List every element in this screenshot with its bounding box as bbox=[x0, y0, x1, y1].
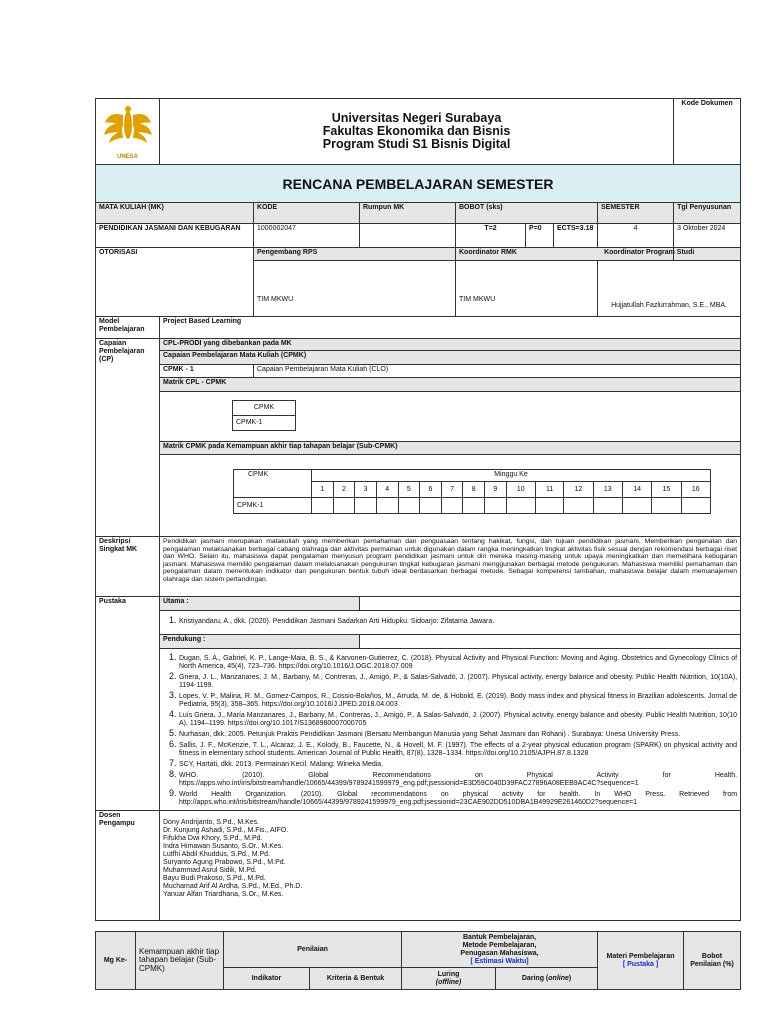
week-15: 15 bbox=[652, 482, 681, 498]
indikator-header: Indikator bbox=[224, 968, 310, 990]
koord-rmk-value: TIM MKWU bbox=[456, 261, 598, 317]
week-16: 16 bbox=[681, 482, 710, 498]
sub-cpmk-cell-10 bbox=[506, 498, 535, 514]
cpmk1-code: CPMK - 1 bbox=[160, 365, 254, 378]
deskripsi-text: Pendidikan jasmani merupakan matakuliah yang memberikan pemahaman dan penguasaan tentang hakikat, fungsi, dan tujuan pendidikan jasmani. Memberikan pengenalan dan pengalaman melaksanakan berbagai cabang olahraga dan aktivitas permainan untuk digunakan dalam rangka meningkatkan tingkat aktivitas fisik sesuai dengan rekomendasi berbagai riset dan WHO. Selain itu, mahasiswa dapat pengalaman menyusun program pendidikan jasmani untuk diri mereka masing-masing untuk upaya meningkatkan dan memelihara kebugaran jasmani. Mahasiswa memiliki pengalaman dalam melaksanakan pengukuran tingkat kebugaran jasmani menggunakan berbagai metode pengukuran. Mahasiswa memiliki pemahaman dan pengalaman dalam menentukan indikator dan pengukuran bentuk tubuh ideal berdasarkan berbagai metode. Sebagai kompetensi tambahan, mahasiswa belajar dalam memanajemen olahraga dan sistem pertandingan. bbox=[160, 537, 741, 597]
week-4: 4 bbox=[376, 482, 398, 498]
pendukung-list bbox=[163, 653, 737, 807]
reference-item: 1. Dugan, S. A., Gabriel, K. P., Lange-Maia, B. S., & Karvonen-Gutierrez, C. (2018). Physical Activity and Physical Function: Moving and Aging. Obstetrics and Gynecology Clinics of North America, 45(4), 723–736. https://doi.org/10.1016/J.OGC.2018.07.009 bbox=[179, 653, 737, 671]
schedule-header-table bbox=[95, 931, 741, 990]
pendukung-blank bbox=[360, 635, 741, 649]
sub-cpmk-cell-16 bbox=[681, 498, 710, 514]
pengembang-value: TIM MKWU bbox=[254, 261, 456, 317]
utama-label: Utama : bbox=[160, 597, 360, 611]
program-name: Program Studi S1 Bisnis Digital bbox=[322, 137, 511, 151]
document-title: RENCANA PEMBELAJARAN SEMESTER bbox=[96, 165, 741, 203]
dosen-name: Lutfhi Abdil Khuddus, S.Pd., M.Pd. bbox=[163, 851, 271, 858]
dosen-name: Suryanto Agung Prabowo, S.Pd., M.Pd. bbox=[163, 859, 286, 866]
cpmk-title: Capaian Pembelajaran Mata Kuliah (CPMK) bbox=[160, 351, 741, 365]
bantuk-line1: Bantuk Pembelajaran, bbox=[462, 933, 537, 941]
logo-text: UNESA bbox=[116, 154, 138, 160]
koord-prodi-label-text: Koordinator Program Studi bbox=[604, 249, 695, 256]
bobot-ects: ECTS=3.18 bbox=[554, 224, 598, 248]
sub-cpmk-row bbox=[234, 498, 711, 514]
materi-line1: Materi Pembelajaran bbox=[606, 952, 675, 960]
dosen-name: Dony Andrijanto, S.Pd., M.Kes. bbox=[163, 819, 260, 826]
daring-online: online bbox=[548, 974, 569, 982]
week-11: 11 bbox=[535, 482, 563, 498]
pustaka-label: Pustaka bbox=[96, 597, 160, 811]
sub-cpmk-cell bbox=[160, 455, 741, 537]
week-12: 12 bbox=[564, 482, 593, 498]
model-value: Project Based Learning bbox=[160, 317, 741, 339]
semester-label: SEMESTER bbox=[598, 203, 674, 224]
bantuk-header bbox=[402, 932, 598, 968]
daring-header bbox=[496, 968, 598, 990]
dosen-name: Dr. Kunjung Ashadi, S.Pd., M.Fis., AIFO. bbox=[163, 827, 289, 834]
reference-item: 5. Nurhasan, dkk. 2005. Petunjuk Praktis Pendidikan Jasmani (Bersatu Membangun Manusia yang Sehat Jasmani dan Rohani) . Surabaya: Unesa University Press. bbox=[179, 729, 737, 739]
bobot-header: Bobot Penilaian (%) bbox=[684, 932, 741, 990]
dosen-label: Dosen Pengampu bbox=[96, 811, 160, 921]
week-7: 7 bbox=[441, 482, 463, 498]
tgl-value: 3 Oktober 2024 bbox=[674, 224, 741, 248]
sub-cpmk-cell-9 bbox=[485, 498, 507, 514]
utama-blank bbox=[360, 597, 741, 611]
materi-header bbox=[598, 932, 684, 990]
sub-cpmk-cell-3 bbox=[355, 498, 377, 514]
sub-cpmk-head: CPMK bbox=[234, 470, 312, 498]
sub-cpmk-cell-2 bbox=[333, 498, 355, 514]
pengembang-label: Pengembang RPS bbox=[254, 248, 456, 261]
otorisasi-label: OTORISASI bbox=[96, 248, 254, 317]
week-13: 13 bbox=[593, 482, 622, 498]
reference-item: 4. Luís Griera, J., María Manzanares, J., Barbany, M., Contreras, J., Amigó, P., & Salas-Salvadó, J. (2007). Physical activity, energy balance and obesity. Public Health Nutrition, 10(10 A), 1194–1199. https://doi.org/10.1017/S1368980007000705 bbox=[179, 710, 737, 728]
dosen-list bbox=[163, 819, 737, 899]
materi-line2: [ Pustaka ] bbox=[622, 960, 659, 968]
matrik-cpl-table bbox=[232, 400, 296, 431]
week-10: 10 bbox=[506, 482, 535, 498]
bobot-p: P=0 bbox=[526, 224, 554, 248]
sub-cpmk-cell-7 bbox=[441, 498, 463, 514]
sub-cpmk-table bbox=[233, 469, 711, 514]
bobot-t: T=2 bbox=[456, 224, 526, 248]
kriteria-header: Kriteria & Bentuk bbox=[310, 968, 402, 990]
koord-rmk-label: Koordinator RMK bbox=[456, 248, 674, 261]
cpl-prodi: CPL-PRODI yang dibebankan pada MK bbox=[160, 339, 741, 351]
tgl-label: Tgl Penyusunan bbox=[674, 203, 741, 224]
daring-suffix: ) bbox=[568, 974, 572, 982]
sub-cpmk-cell-15 bbox=[652, 498, 681, 514]
penilaian-header: Penilaian bbox=[224, 932, 402, 968]
reference-item: 2. Griera, J. L., Manzanares, J. M., Barbany, M., Contreras, J., Amigó, P., & Salas-Salvadó, J. (2007). Physical activity, energy balance and obesity. Public Health Nutrition, 10(10A), 1194-1199. bbox=[179, 672, 737, 690]
deskripsi-label: Deskripsi Singkat MK bbox=[96, 537, 160, 597]
utama-list-cell bbox=[160, 611, 741, 635]
bobot-label: BOBOT (sks) bbox=[456, 203, 598, 224]
kemampuan-header: Kemampuan akhir tiap tahapan belajar (Sub-CPMK) bbox=[136, 932, 224, 990]
sub-cpmk-cell-6 bbox=[420, 498, 442, 514]
week-14: 14 bbox=[622, 482, 651, 498]
koord-prodi-label bbox=[604, 248, 741, 261]
matrik-cpl-title: Matrik CPL - CPMK bbox=[160, 378, 741, 392]
dosen-name: Muhammad Asrul Sidik, M.Pd. bbox=[163, 867, 257, 874]
koord-prodi-value: Hujjatullah Fazlurrahman, S.E., MBA. bbox=[598, 261, 741, 317]
sub-cpmk-title: Matrik CPMK pada Kemampuan akhir tiap tahapan belajar (Sub-CPMK) bbox=[160, 442, 741, 455]
dosen-name: Bayu Budi Prakoso, S.Pd., M.Pd. bbox=[163, 875, 266, 882]
luring-line2: (offline) bbox=[435, 978, 462, 986]
reference-item: 9. World Health Organization. (2010). Global recommendations on physical activity for health. In WHO Press. Retrieved from http://apps.who.int/iris/bitstream/handle/10665/44399/9789241599979_eng.pdf;jsessionid=23CAE902DD510DBA1B49929E261460D2?sequence=1 bbox=[179, 789, 737, 807]
kode-value: 1000002047 bbox=[254, 224, 360, 248]
model-label: Model Pembelajaran bbox=[96, 317, 160, 339]
sub-cpmk-cell-13 bbox=[593, 498, 622, 514]
dosen-list-cell bbox=[160, 811, 741, 921]
mata-kuliah-label: MATA KULIAH (MK) bbox=[96, 203, 254, 224]
rumpun-label: Rumpun MK bbox=[360, 203, 456, 224]
bantuk-line3: Penugasan Mahasiswa, bbox=[460, 949, 539, 957]
week-9: 9 bbox=[485, 482, 507, 498]
university-name: Universitas Negeri Surabaya bbox=[331, 111, 502, 125]
week-3: 3 bbox=[355, 482, 377, 498]
semester-value: 4 bbox=[598, 224, 674, 248]
matrik-cpl-cell bbox=[160, 392, 741, 442]
luring-line1: Luring bbox=[437, 970, 460, 978]
week-2: 2 bbox=[333, 482, 355, 498]
minggu-header: Minggu Ke bbox=[312, 470, 711, 482]
daring-prefix: Daring ( bbox=[521, 974, 549, 982]
matrik-cpl-head: CPMK bbox=[233, 401, 296, 416]
cp-label: Capaian Pembelajaran (CP) bbox=[96, 339, 160, 537]
faculty-name: Fakultas Ekonomika dan Bisnis bbox=[322, 124, 511, 138]
sub-cpmk-cell-4 bbox=[376, 498, 398, 514]
sub-cpmk-cell-12 bbox=[564, 498, 593, 514]
reference-item: 8. WHO. (2010). Global Recommendations on Physical Activity for Health. https://apps.who.int/iris/bitstream/handle/10665/44399/9789241599979_eng.pdf;jsessionid=E3D59C040D39FAC27896A08EEB9AC4C?sequence=1 bbox=[179, 770, 737, 788]
sub-cpmk-cell-8 bbox=[463, 498, 485, 514]
reference-item: 1. Kristiyandaru, A., dkk. (2020). Pendidikan Jasmani Sadarkan Arti Hidupku. Sidoarjo: Zifatama Jawara. bbox=[179, 616, 737, 626]
dosen-name: Indra Himawan Susanto, S.Or., M.Kes. bbox=[163, 843, 284, 850]
bantuk-line4: [ Estimasi Waktu] bbox=[470, 957, 529, 965]
bantuk-line2: Metode Pembelajaran, bbox=[462, 941, 537, 949]
utama-list bbox=[163, 616, 737, 626]
matrik-cpl-row: CPMK-1 bbox=[233, 416, 296, 431]
dosen-name: Muchamad Arif Al Ardha, S.Pd., M.Ed., Ph.D. bbox=[163, 883, 303, 890]
mg-ke-header: Mg Ke- bbox=[96, 932, 136, 990]
reference-item: 6. Sallis, J. F., McKenzie, T. L., Alcaraz, J. E., Kolody, B., Faucette, N., & Hovell, M. F. (1997). The effects of a 2-year physical education program (SPARK) on physical activity and fitness in elementary school students. American Journal of Public Health, 87(8), 1328–1334. https://doi.org/10.2105/AJPH.87.8.1328 bbox=[179, 740, 737, 758]
rumpun-value bbox=[360, 224, 456, 248]
pendukung-list-cell bbox=[160, 649, 741, 811]
sub-cpmk-cell-14 bbox=[622, 498, 651, 514]
week-6: 6 bbox=[420, 482, 442, 498]
week-1: 1 bbox=[312, 482, 334, 498]
dosen-name: Yanuar Alfan Triardhana, S.Or., M.Kes. bbox=[163, 891, 284, 898]
sub-cpmk-row-label: CPMK-1 bbox=[234, 498, 312, 514]
cpmk1-desc: Capaian Pembelajaran Mata Kuliah (CLO) bbox=[254, 365, 741, 378]
reference-item: 7. SCY, Hartati, dkk. 2013. Permainan Kecil. Malang: Wineka Media. bbox=[179, 759, 737, 769]
institution-header bbox=[160, 99, 674, 165]
kode-dokumen: Kode Dokumen bbox=[674, 99, 741, 165]
luring-header bbox=[402, 968, 496, 990]
sub-cpmk-cell-5 bbox=[398, 498, 420, 514]
week-5: 5 bbox=[398, 482, 420, 498]
sub-cpmk-cell-1 bbox=[312, 498, 334, 514]
kode-label: KODE bbox=[254, 203, 360, 224]
dosen-name: Fifukha Dwi Khory, S.Pd., M.Pd. bbox=[163, 835, 263, 842]
mata-kuliah-value: PENDIDIKAN JASMANI DAN KEBUGARAN bbox=[96, 224, 254, 248]
unesa-logo-icon bbox=[101, 103, 155, 157]
reference-item: 3. Lopes, V. P., Malina, R. M., Gomez-Campos, R., Cossio-Bolaños, M., Arruda, M. de, & Hobold, E. (2019). Body mass index and physical fitness in Brazilian adolescents. Jornal de Pediatria, 95(3), 358–365. https://doi.org/10.1016/J.JPED.2018.04.003 bbox=[179, 691, 737, 709]
rps-table bbox=[95, 98, 741, 921]
pendukung-label: Pendukung : bbox=[160, 635, 360, 649]
sub-cpmk-cell-11 bbox=[535, 498, 563, 514]
logo-cell bbox=[96, 99, 160, 165]
week-8: 8 bbox=[463, 482, 485, 498]
